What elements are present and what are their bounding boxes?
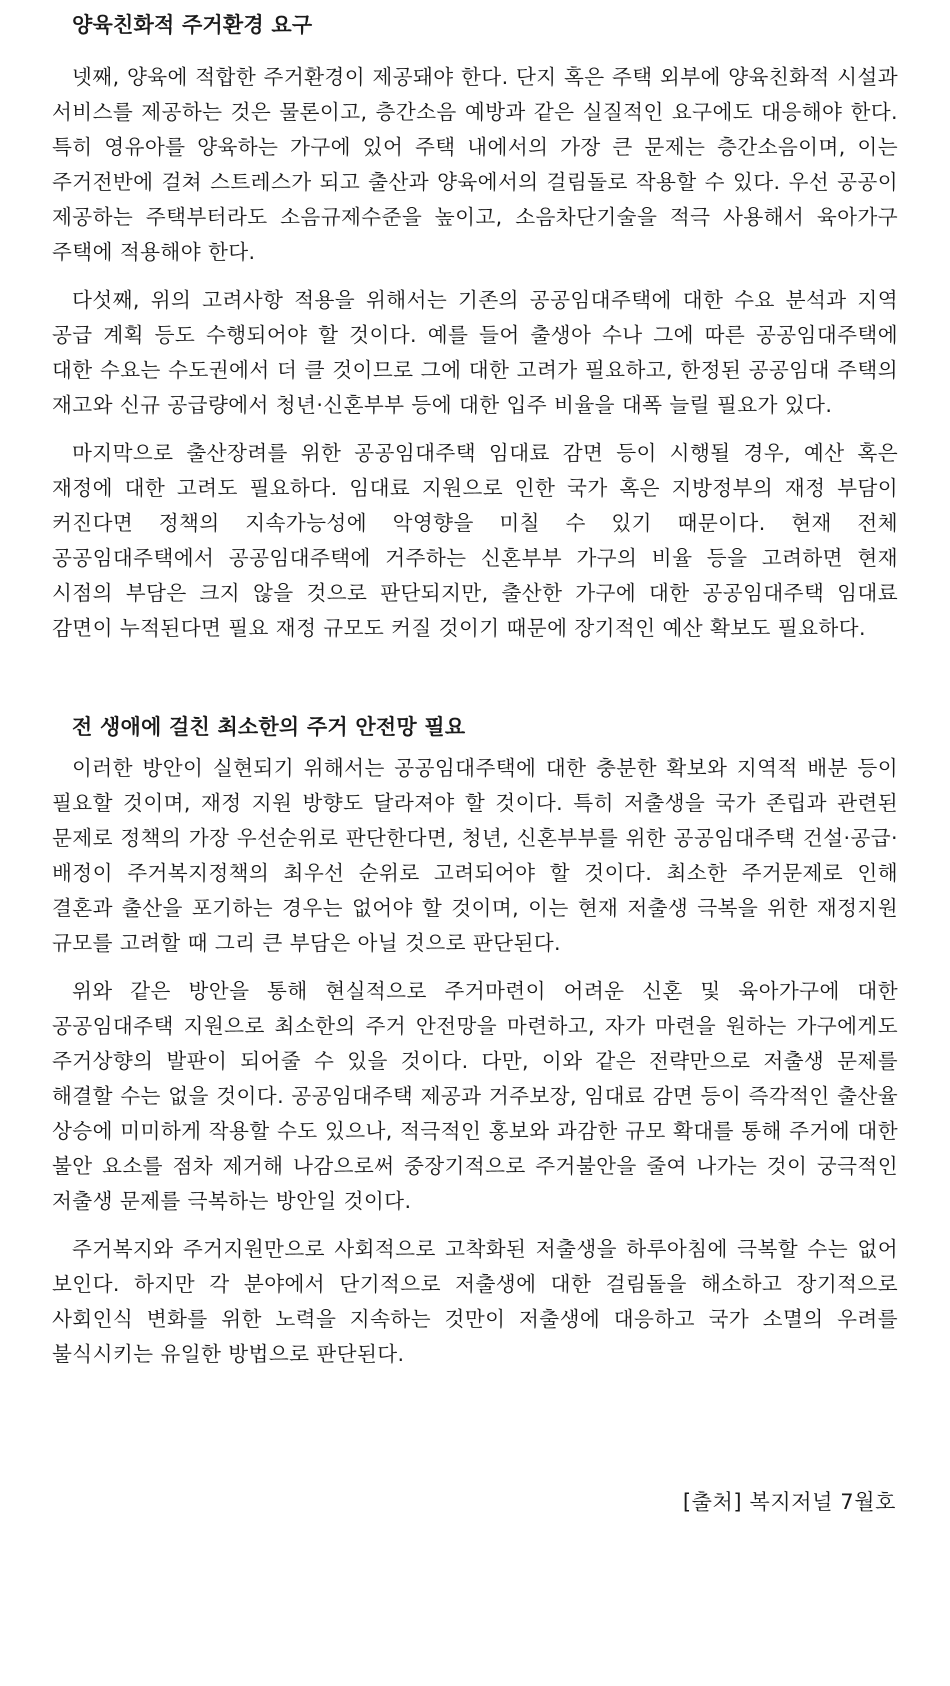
paragraph-safety-net-strategy: 위와 같은 방안을 통해 현실적으로 주거마련이 어려운 신혼 및 육아가구에 대한 공공임대주택 지원으로 최소한의 주거 안전망을 마련하고, 자가 마련을 원하는 가구에게도 주거상향의 발판이 되어줄 수 있을 것이다. 다만, 이와 같은 전략만으로 저출생 문제를 해결할 수는 없을 것이다. 공공임대주택 제공과 거주보장, 임대료 감면 등이 즉각적인 출산율 상승에 미미하게 작용할 수도 있으나, 적극적인 홍보와 과감한 규모 확대를 통해 주거에 대한 불안 요소를 점차 제거해 나감으로써 중장기적으로 주거불안을 줄여 나가는 것이 궁극적인 저출생 문제를 극복하는 방안일 것이다.	[52, 979, 898, 1213]
section-divider-space	[52, 646, 898, 712]
section-title-parenting-housing: 양육친화적 주거환경 요구	[72, 13, 313, 37]
section-title-safety-net: 전 생애에 걸친 최소한의 주거 안전망 필요	[72, 715, 466, 739]
paragraph-conclusion: 주거복지와 주거지원만으로 사회적으로 고착화된 저출생을 하루아침에 극복할 수는 없어 보인다. 하지만 각 분야에서 단기적으로 저출생에 대한 걸림돌을 해소하고 장기적으로 사회인식 변화를 위한 노력을 지속하는 것만이 저출생에 대응하고 국가 소멸의 우려를 불식시키는 유일한 방법으로 판단된다.	[52, 1237, 898, 1366]
paragraph-fourth-point: 넷째, 양육에 적합한 주거환경이 제공돼야 한다. 단지 혹은 주택 외부에 양육친화적 시설과 서비스를 제공하는 것은 물론이고, 층간소음 예방과 같은 실질적인 요구에도 대응해야 한다. 특히 영유아를 양육하는 가구에 있어 주택 내에서의 가장 큰 문제는 층간소음이며, 이는 주거전반에 걸쳐 스트레스가 되고 출산과 양육에서의 걸림돌로 작용할 수 있다. 우선 공공이 제공하는 주택부터라도 소음규제수준을 높이고, 소음차단기술을 적극 사용해서 육아가구 주택에 적용해야 한다.	[52, 65, 898, 264]
paragraph-final-point: 마지막으로 출산장려를 위한 공공임대주택 임대료 감면 등이 시행될 경우, 예산 혹은 재정에 대한 고려도 필요하다. 임대료 지원으로 인한 국가 혹은 지방정부의 재정 부담이 커진다면 정책의 지속가능성에 악영향을 미칠 수 있기 때문이다. 현재 전체 공공임대주택에서 공공임대주택에 거주하는 신혼부부 가구의 비율 등을 고려하면 현재 시점의 부담은 크지 않을 것으로 판단되지만, 출산한 가구에 대한 공공임대주택 임대료 감면이 누적된다면 필요 재정 규모도 커질 것이기 때문에 장기적인 예산 확보도 필요하다.	[52, 441, 898, 640]
document-body	[52, 0, 898, 1372]
paragraph-fifth-point: 다섯째, 위의 고려사항 적용을 위해서는 기존의 공공임대주택에 대한 수요 분석과 지역 공급 계획 등도 수행되어야 할 것이다. 예를 들어 출생아 수나 그에 따른 공공임대주택에 대한 수요는 수도권에서 더 클 것이므로 그에 대한 고려가 필요하고, 한정된 공공임대 주택의 재고와 신규 공급량에서 청년·신혼부부 등에 대한 입주 비율을 대폭 늘릴 필요가 있다.	[52, 288, 898, 417]
paragraph-implementation: 이러한 방안이 실현되기 위해서는 공공임대주택에 대한 충분한 확보와 지역적 배분 등이 필요할 것이며, 재정 지원 방향도 달라져야 할 것이다. 특히 저출생을 국가 존립과 관련된 문제로 정책의 가장 우선순위로 판단한다면, 청년, 신혼부부를 위한 공공임대주택 건설·공급·배정이 주거복지정책의 최우선 순위로 고려되어야 할 것이다. 최소한 주거문제로 인해 결혼과 출산을 포기하는 경우는 없어야 할 것이며, 이는 현재 저출생 극복을 위한 재정지원 규모를 고려할 때 그리 큰 부담은 아닐 것으로 판단된다.	[52, 756, 898, 955]
source-citation: [출처] 복지저널 7월호	[682, 1490, 896, 1514]
